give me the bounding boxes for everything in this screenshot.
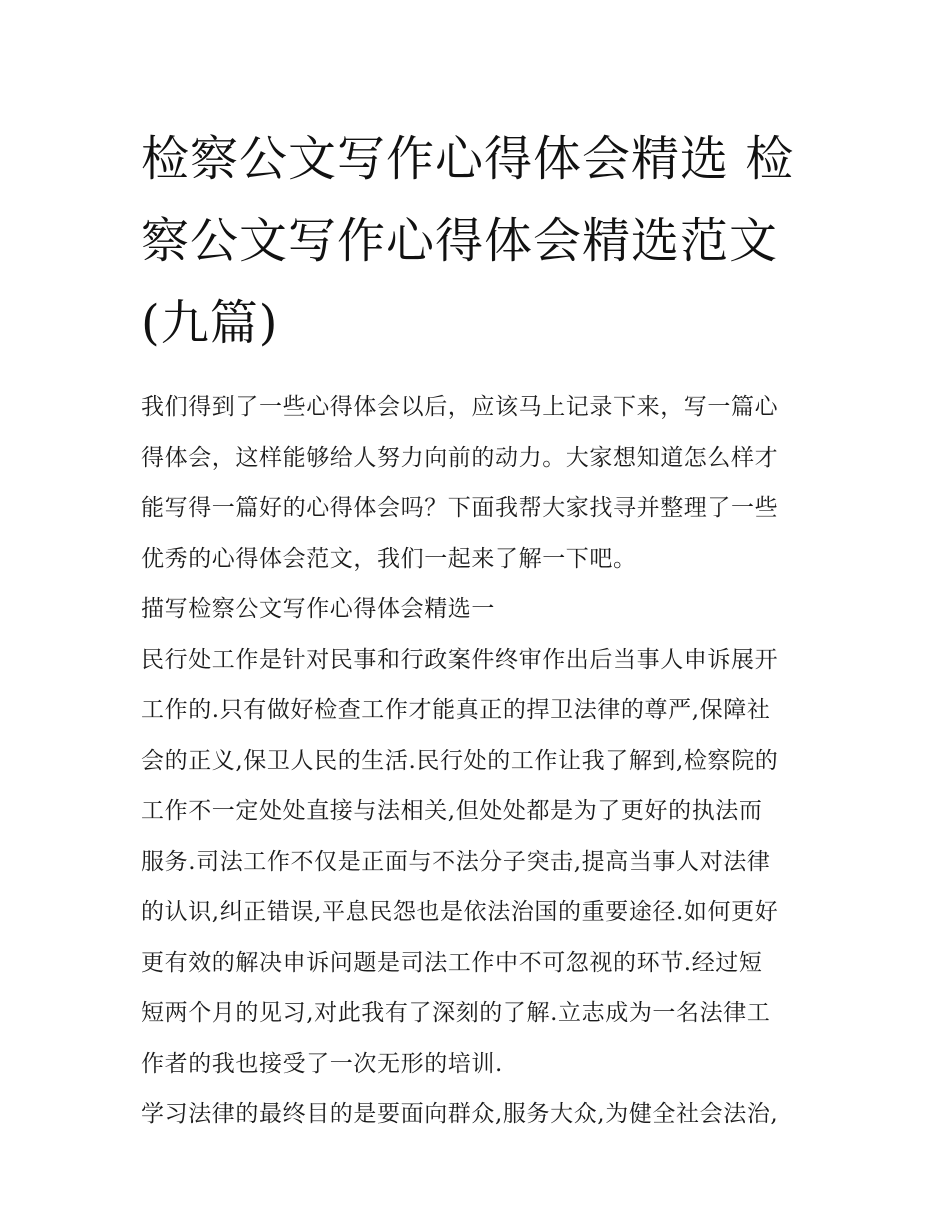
title-line: (九篇) — [141, 295, 279, 351]
text-line: 短两个月的见习,对此我有了深刻的了解.立志成为一名法律工 — [141, 1000, 771, 1026]
section-heading — [141, 584, 813, 635]
document-title — [141, 118, 813, 364]
body-paragraph — [141, 635, 813, 1090]
text-line: 工作不一定处处直接与法相关,但处处都是为了更好的执法而 — [141, 798, 763, 824]
text-line: 我们得到了一些心得体会以后，应该马上记录下来，写一篇心 — [141, 394, 779, 420]
text-line: 作者的我也接受了一次无形的培训. — [141, 1050, 503, 1077]
text-line: 的认识,纠正错误,平息民怨也是依法治国的重要途径.如何更好 — [141, 899, 779, 925]
text-line: 得体会，这样能够给人努力向前的动力。大家想知道怎么样才 — [141, 444, 779, 471]
document-body — [141, 382, 813, 1140]
title-line: 察公文写作心得体会精选范文 — [141, 213, 779, 269]
text-line: 优秀的心得体会范文，我们一起来了解一下吧。 — [141, 545, 637, 572]
text-line: 更有效的解决申诉问题是司法工作中不可忽视的环节.经过短 — [141, 949, 763, 976]
text-line: 工作的.只有做好检查工作才能真正的捍卫法律的尊严,保障社 — [141, 697, 771, 723]
title-line: 检察公文写作心得体会精选 检 — [141, 131, 795, 187]
text-line: 民行处工作是针对民事和行政案件终审作出后当事人申诉展开 — [141, 646, 779, 673]
text-line: 会的正义,保卫人民的生活.民行处的工作让我了解到,检察院的 — [141, 747, 779, 774]
text-line: 学习法律的最终目的是要面向群众,服务大众,为健全社会法治, — [141, 1101, 779, 1127]
body-paragraph — [141, 1089, 813, 1140]
intro-paragraph — [141, 382, 813, 584]
document-content — [141, 118, 813, 1140]
text-line: 能写得一篇好的心得体会吗？下面我帮大家找寻并整理了一些 — [141, 495, 779, 521]
text-line: 服务.司法工作不仅是正面与不法分子突击,提高当事人对法律 — [141, 848, 771, 875]
text-line: 描写检察公文写作心得体会精选一 — [141, 596, 495, 622]
